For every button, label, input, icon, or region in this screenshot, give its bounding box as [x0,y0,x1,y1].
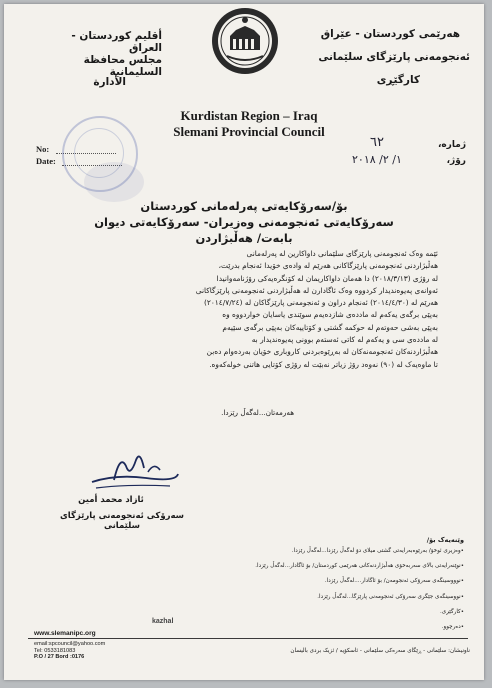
date-label-ku: رۆژ، [446,156,466,166]
header-region-en: Kurdistan Region – Iraq [180,108,318,123]
signatory-title: سەرۆکی ئەنجومەنی پارێزگای سلێمانی [59,511,185,531]
number-label-en: No: [36,144,50,154]
cc-item: •کارگێری. [440,608,464,615]
subject-line: بابەت/ هەڵبژاردن [195,231,293,245]
header-council-ku: ئەنجومەنی پارێزگای سلێمانی [318,51,470,63]
letter-page [4,4,484,680]
addressee-line: بۆ/سەرۆکایەتی پەرلەمانی کوردستان [140,199,348,213]
cc-item: •نوووسینگەی سەرۆکی ئەنجومەن/ بۆ ئاگادار....لەگەڵ رێزدا. [324,578,464,585]
cc-item: •نوێنەرایەتی بالای سەربەخۆی هەڵبژاردنەکانی هەرێمی کوردستان/ بۆ ئاگادار...لەگەڵ رێزدا. [255,563,464,570]
body-line: هەڵبژاردنی ئەنجومەنی پارێزگاکانی هەرێم لە وادەی خۆیدا ئەنجام بدرێت، [218,261,438,271]
body-line: ئێمە وەک ئەنجومەنی پارێزگای سلێمانی داواکارین لە پەرلەمانی [246,249,438,258]
footer-address: ناونیشان: سلێمانی - ڕێگای سەرەکی سلێمانی - ئاسکۆیە / ئزیک بردی بالیسان [290,648,470,654]
kazhal-stamp [152,617,232,639]
addressee-line2: سەرۆکایەتی ئەنجومەنی وەزیران- سەرۆکایەتی دیوان [94,215,394,229]
header-council-ar: مجلس محافظة السليمانية [83,54,162,78]
body-line: هەڵبژاردنەکان ئەنجومەنەکان لە بەڕێوەبردنی کاروباری خۆیان بەردەوام دەبن [206,347,438,357]
body-line: ئەوانەی پەیوەندیدار کردووە وەک ئاگادارن لە هەڵبژاردنی ئەنجومەنی پارێزگاکانی [195,285,438,295]
footer-website: www.slemanipc.org [34,630,96,637]
closing-greeting: هەرمەتان...لەگەڵ رێزدا. [221,408,294,417]
number-label-ku: ژمارە، [437,140,466,150]
footer-phone: Tel: 0533181083 [34,647,76,654]
body-line: لە رۆژی (٢٠١٨/٣/١٣) دا هەمان داواکاریمان لە کۆنگرەیەکی رۆژنامەوانیدا [216,273,438,283]
body-line: بەپێی برگەی یەکەم لە ماددەی شازدەیەم سوێندی یاسایان خواردووە وە [222,310,438,320]
header-admin-ar: الأدارة [93,76,126,88]
number-value: ٦٢ [370,135,384,150]
cc-item: •نووسینگەی جێگری سەرۆکی ئەنجومەنی پارێزگا...لەگەڵ رێزدا. [317,593,464,600]
ink-smudge [84,162,144,202]
cc-item: •دەرچوو. [441,624,464,631]
letter-body [66,248,438,371]
signatory-name: ئازاد محمد أمین [78,495,144,505]
body-line: هەرێم لە (٢٠١٤/٤/٣٠) ئەنجام دراون و ئەنجومەنی پارێزگاکان لە (٢٠١٤/٧/٢٤) [203,298,438,308]
header-region-ku: هەرێمی کوردستان - عێراق [320,28,460,40]
body-line: لە ماددەی سی و یەکەم لە کاتی ئەستەم بوونی پەیوەندیدار بە [251,335,438,345]
body-line: بەپێی بەشی حەوتەم لە حوکمە گشتی و کۆتاییەکان بەپێی برگەی سێیەم [222,322,438,332]
footer-rule [28,638,468,639]
footer-email: email:spcouncil@yahoo.com [34,641,106,647]
cc-item: •وەزیری ئوخۆ/ بەرێوەبەرایەتی گشتی میلای دۆ لەگەڵ رێزدا...لەگەڵ رێزدا. [291,548,464,554]
cc-heading: وێنەیەک بۆ/ [426,536,464,544]
header-region-ar: أقليم كوردستان - العراق [71,30,162,54]
footer-pobox: P.O / 27 Bord :0176 [34,654,85,660]
footer-contact [34,631,164,638]
handwritten-signature [86,444,182,494]
body-line: تا ماوەیەک لە (٩٠) نەوەد رۆژ زیاتر نەبێت لە رۆژی کۆتایی هاتنی خولەکەوە. [209,359,438,369]
footer-contact-details [34,641,164,661]
date-label-en: Date: [36,156,56,166]
date-value: ١/ ٢/ ٢٠١٨ [352,153,402,166]
header-admin-ku: کارگێڕی [376,74,420,86]
council-logo [210,6,280,76]
kazhal-text: kazhal [152,618,174,625]
header-council-en: Slemani Provincial Council [173,124,325,139]
